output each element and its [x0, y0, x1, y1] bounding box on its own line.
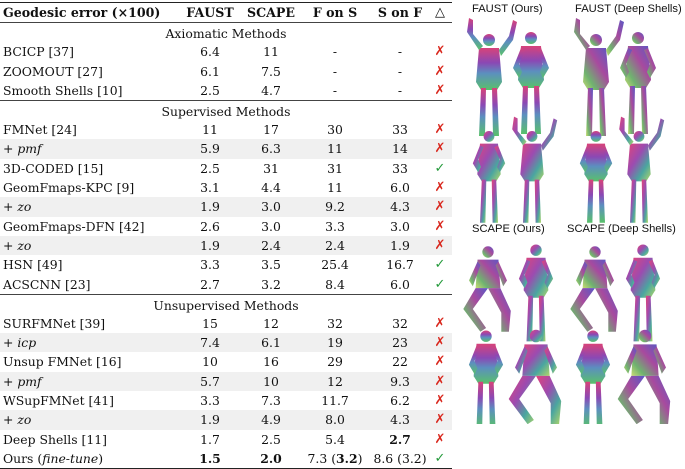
value: 6.4 [200, 44, 220, 60]
method-cell [3, 120, 77, 139]
scape-deepshells-pose-a [570, 246, 618, 331]
value: 9.2 [325, 199, 345, 215]
value: 19 [327, 335, 343, 351]
value-cell [369, 120, 431, 139]
header-col-3: F on S [312, 5, 358, 20]
value: 1.9 [200, 412, 220, 428]
value-cell [303, 255, 367, 274]
table-row [0, 430, 452, 449]
scape-ours-pose-c [469, 331, 503, 425]
value: 3.2 [261, 276, 281, 292]
value: 7.3 [261, 393, 281, 409]
table-row [0, 449, 452, 468]
value: 2.4 [261, 237, 281, 253]
scape-ours-pose-a [463, 246, 511, 331]
method-cell [3, 255, 63, 274]
value: 1.5 [199, 450, 221, 466]
value: 3.1 [200, 180, 220, 196]
value: 4.7 [261, 82, 281, 98]
value: - [332, 63, 338, 79]
value: 15 [202, 315, 218, 331]
value-cell [181, 42, 239, 61]
value-cell [369, 42, 431, 61]
value: 4.9 [261, 412, 281, 428]
header-col-2: SCAPE [247, 5, 295, 20]
value: 3.3 [200, 257, 220, 273]
paren-close: ) [357, 450, 363, 466]
value: 3.5 [261, 257, 281, 273]
faust-deepshells-pose-d [619, 117, 664, 223]
value: 6.0 [390, 180, 410, 196]
method-name: zo [17, 412, 32, 428]
table-row [0, 217, 452, 236]
value: 2.5 [261, 431, 281, 447]
value-cell [369, 255, 431, 274]
cross-mark-icon: ✗ [434, 373, 446, 389]
value: 12 [263, 315, 279, 331]
section-title: Supervised Methods [161, 104, 291, 120]
value: 2.7 [389, 431, 411, 447]
value: 2.7 [200, 276, 220, 292]
value-cell [241, 42, 301, 61]
header-metric: Geodesic error (×100) [3, 5, 161, 20]
value-cell [181, 352, 239, 371]
method-cell [3, 197, 31, 216]
method-cell [3, 42, 74, 61]
value-cell [303, 275, 367, 294]
value-cell [241, 62, 301, 81]
value-cell [369, 217, 431, 236]
value: 4.3 [390, 199, 410, 215]
method-name: HSN [49] [3, 257, 63, 273]
value-cell [181, 430, 239, 449]
value-cell [303, 372, 367, 391]
value: 10 [263, 373, 279, 389]
table-row [0, 139, 452, 158]
method-suffix: fine-tune [42, 450, 99, 466]
value: 9.3 [390, 373, 410, 389]
value-cell [181, 197, 239, 216]
method-name: 3D-CODED [15] [3, 160, 104, 176]
cross-mark-icon: ✗ [434, 44, 446, 60]
method-name: WSupFMNet [41] [3, 393, 114, 409]
cross-mark-icon: ✗ [434, 393, 446, 409]
table-row [0, 372, 452, 391]
table-row [0, 62, 452, 81]
cross-mark-icon: ✗ [434, 335, 446, 351]
method-name: SURFMNet [39] [3, 315, 106, 331]
method-name: ZOOMOUT [27] [3, 63, 103, 79]
table-row [0, 159, 452, 178]
value: 31 [327, 160, 343, 176]
value: 32 [327, 315, 343, 331]
value-cell [303, 197, 367, 216]
value-cell [303, 333, 367, 352]
cross-mark-icon: ✗ [434, 431, 446, 447]
cross-mark-icon: ✗ [434, 63, 446, 79]
value: 2.6 [200, 218, 220, 234]
value: 8.4 [325, 276, 345, 292]
value: 31 [263, 160, 279, 176]
value: 23 [392, 335, 408, 351]
value: 7.5 [261, 63, 281, 79]
value-cell [369, 197, 431, 216]
sub-prefix: + [3, 335, 18, 351]
method-cell [3, 217, 144, 236]
value: 1.9 [200, 199, 220, 215]
table-row [0, 42, 452, 61]
value-cell [241, 139, 301, 158]
value-cell [181, 236, 239, 255]
value: 11.7 [321, 393, 349, 409]
table-row [0, 197, 452, 216]
value-cell [369, 275, 431, 294]
value-cell [369, 352, 431, 371]
value: 32 [392, 315, 408, 331]
value-cell [181, 178, 239, 197]
value-cell [181, 139, 239, 158]
value-cell [241, 352, 301, 371]
method-cell [3, 352, 121, 371]
value-cell [369, 449, 431, 468]
check-mark-icon: ✓ [434, 450, 446, 466]
sub-prefix: + [3, 412, 18, 428]
method-cell [3, 62, 103, 81]
value-cell [241, 430, 301, 449]
value-cell [303, 352, 367, 371]
table-row [0, 178, 452, 197]
value-cell [303, 314, 367, 333]
value: 11 [327, 180, 343, 196]
method-cell [3, 139, 42, 158]
method-name: Unsup FMNet [16] [3, 354, 122, 370]
value-cell [369, 314, 431, 333]
value: 5.4 [325, 431, 345, 447]
value: 2.5 [200, 82, 220, 98]
value: 1.9 [200, 237, 220, 253]
value-cell [303, 62, 367, 81]
shape-correspondence-figure [456, 0, 685, 424]
method-name: ACSCNN [23] [3, 276, 91, 292]
method-cell [3, 178, 134, 197]
value-cell [303, 430, 367, 449]
method-name: zo [17, 237, 32, 253]
table-row [0, 120, 452, 139]
method-name: pmf [17, 141, 42, 157]
cross-mark-icon: ✗ [434, 122, 446, 138]
value-cell [241, 410, 301, 429]
paren-close: ) [421, 450, 427, 466]
value: 2.0 [260, 450, 282, 466]
value-cell [241, 236, 301, 255]
paren-open: ( [393, 450, 402, 466]
method-cell [3, 430, 107, 449]
sub-prefix: + [3, 199, 18, 215]
method-name: FMNet [24] [3, 122, 77, 138]
faust-ours-pose-b [513, 32, 549, 134]
method-cell [3, 372, 42, 391]
value: 1.9 [390, 237, 410, 253]
table-row [0, 333, 452, 352]
cross-mark-icon: ✗ [434, 141, 446, 157]
value-cell [241, 275, 301, 294]
header-col-1: FAUST [186, 5, 234, 20]
method-cell [3, 449, 103, 468]
value: 33 [392, 122, 408, 138]
value-cell [303, 178, 367, 197]
method-cell [3, 236, 31, 255]
faust-deepshells-pose-a [574, 18, 624, 136]
value: 10 [202, 354, 218, 370]
value: 17 [263, 122, 279, 138]
header-col-5: △ [435, 5, 445, 20]
value: - [397, 82, 403, 98]
method-cell [3, 391, 114, 410]
cross-mark-icon: ✗ [434, 237, 446, 253]
value-cell [369, 62, 431, 81]
sub-prefix: + [3, 237, 18, 253]
value-cell [241, 314, 301, 333]
value: 2.5 [200, 160, 220, 176]
value-cell [303, 410, 367, 429]
method-name: GeomFmaps-KPC [9] [3, 180, 135, 196]
value-cell [241, 178, 301, 197]
value-cell [369, 81, 431, 100]
value-cell [181, 391, 239, 410]
value-cell [369, 430, 431, 449]
value-cell [303, 81, 367, 100]
value: 3.0 [261, 218, 281, 234]
value: 6.1 [200, 63, 220, 79]
value-cell [369, 159, 431, 178]
value: 5.9 [200, 141, 220, 157]
value: 6.1 [261, 335, 281, 351]
value-cell [303, 159, 367, 178]
value: 2.4 [325, 237, 345, 253]
value: 14 [392, 141, 408, 157]
value-cell [181, 314, 239, 333]
scape-ours-pose-b [519, 245, 553, 342]
value-cell [241, 159, 301, 178]
value-cell [303, 139, 367, 158]
value: - [397, 63, 403, 79]
check-mark-icon: ✓ [434, 160, 446, 176]
value-cell [369, 236, 431, 255]
table-row [0, 352, 452, 371]
section-title: Axiomatic Methods [165, 26, 287, 42]
value-paren: 3.2 [401, 450, 422, 466]
results-table [0, 2, 452, 469]
method-name: Smooth Shells [10] [3, 82, 123, 98]
value: 3.3 [325, 218, 345, 234]
table-row [0, 255, 452, 274]
value-cell [181, 255, 239, 274]
method-cell [3, 410, 31, 429]
table-row [0, 81, 452, 100]
value-cell [303, 391, 367, 410]
value: 1.7 [200, 431, 220, 447]
scape-deepshells-pose-b [626, 245, 660, 342]
value: 6.0 [390, 276, 410, 292]
value: 12 [327, 373, 343, 389]
faust-deepshells-pose-b [620, 32, 656, 134]
paren-open: ( [327, 450, 337, 466]
value: 6.3 [261, 141, 281, 157]
cross-mark-icon: ✗ [434, 180, 446, 196]
figure-renders [456, 0, 685, 424]
table-row [0, 410, 452, 429]
figure-label-scape-ours: SCAPE (Ours) [472, 223, 545, 235]
value: 11 [327, 141, 343, 157]
value-cell [181, 81, 239, 100]
method-name: Deep Shells [11] [3, 431, 107, 447]
value-cell [369, 372, 431, 391]
value-cell [241, 255, 301, 274]
value-cell [303, 449, 367, 468]
sub-prefix: + [3, 141, 18, 157]
value: 8.6 [373, 450, 394, 466]
method-name: icp [17, 335, 37, 351]
value-cell [181, 120, 239, 139]
value-paren: 3.2 [336, 450, 358, 466]
cross-mark-icon: ✗ [434, 412, 446, 428]
value-cell [181, 333, 239, 352]
value-cell [181, 62, 239, 81]
method-cell [3, 333, 36, 352]
table-row [0, 236, 452, 255]
value-cell [241, 391, 301, 410]
value-cell [369, 410, 431, 429]
value-cell [181, 217, 239, 236]
method-name: BCICP [37] [3, 44, 74, 60]
method-cell [3, 314, 105, 333]
table-row [0, 314, 452, 333]
value: 16 [263, 354, 279, 370]
faust-ours-pose-c [473, 131, 505, 223]
value-cell [369, 139, 431, 158]
value-cell [369, 391, 431, 410]
value-cell [241, 217, 301, 236]
faust-ours-pose-a [467, 18, 517, 136]
header-col-4: S on F [377, 5, 423, 20]
check-mark-icon: ✓ [434, 257, 446, 273]
value-cell [241, 120, 301, 139]
value: - [332, 82, 338, 98]
method-cell [3, 81, 123, 100]
value-cell [241, 372, 301, 391]
value-cell [303, 217, 367, 236]
value-cell [181, 275, 239, 294]
value-cell [181, 449, 239, 468]
check-mark-icon: ✓ [434, 276, 446, 292]
value: 16.7 [386, 257, 414, 273]
method-name: pmf [17, 373, 42, 389]
method-name: zo [17, 199, 32, 215]
scape-deepshells-pose-d [618, 330, 671, 424]
figure-label-faust-ours: FAUST (Ours) [472, 3, 543, 15]
value: 6.2 [390, 393, 410, 409]
cross-mark-icon: ✗ [434, 82, 446, 98]
cross-mark-icon: ✗ [434, 218, 446, 234]
value: 30 [327, 122, 343, 138]
method-name: GeomFmaps-DFN [42] [3, 218, 145, 234]
value: 3.0 [390, 218, 410, 234]
value-cell [241, 449, 301, 468]
value: 8.0 [325, 412, 345, 428]
figure-label-scape-deepshells: SCAPE (Deep Shells) [567, 223, 676, 235]
value-cell [303, 42, 367, 61]
value: 25.4 [321, 257, 349, 273]
value: - [397, 44, 403, 60]
faust-ours-pose-d [512, 117, 557, 223]
value-cell [241, 81, 301, 100]
cross-mark-icon: ✗ [434, 354, 446, 370]
section-title: Unsupervised Methods [153, 297, 299, 313]
value: 7.3 [307, 450, 328, 466]
cross-mark-icon: ✗ [434, 315, 446, 331]
value: 29 [327, 354, 343, 370]
paren-close: ) [98, 450, 104, 466]
value-cell [369, 178, 431, 197]
value: 3.0 [261, 199, 281, 215]
value: 4.3 [390, 412, 410, 428]
value: 11 [202, 122, 218, 138]
value: 3.3 [200, 393, 220, 409]
value-cell [369, 333, 431, 352]
value: 7.4 [200, 335, 220, 351]
value: 4.4 [261, 180, 281, 196]
sub-prefix: + [3, 373, 18, 389]
value: 22 [392, 354, 408, 370]
faust-deepshells-pose-c [580, 131, 612, 223]
method-cell [3, 275, 90, 294]
value-cell [241, 333, 301, 352]
method-name: Ours [3, 450, 34, 466]
value-cell [181, 372, 239, 391]
table-header-row [0, 3, 452, 22]
scape-deepshells-pose-c [576, 331, 610, 425]
value-cell [241, 197, 301, 216]
value: 11 [263, 44, 279, 60]
value: 33 [392, 160, 408, 176]
value-cell [303, 236, 367, 255]
scape-ours-pose-d [509, 330, 562, 424]
figure-label-faust-deepshells: FAUST (Deep Shells) [575, 3, 682, 15]
cross-mark-icon: ✗ [434, 199, 446, 215]
value-cell [303, 120, 367, 139]
value: - [332, 44, 338, 60]
table-row [0, 391, 452, 410]
table-row [0, 275, 452, 294]
value: 5.7 [200, 373, 220, 389]
method-cell [3, 159, 103, 178]
value-cell [181, 410, 239, 429]
paren-open: ( [33, 450, 43, 466]
value-cell [181, 159, 239, 178]
